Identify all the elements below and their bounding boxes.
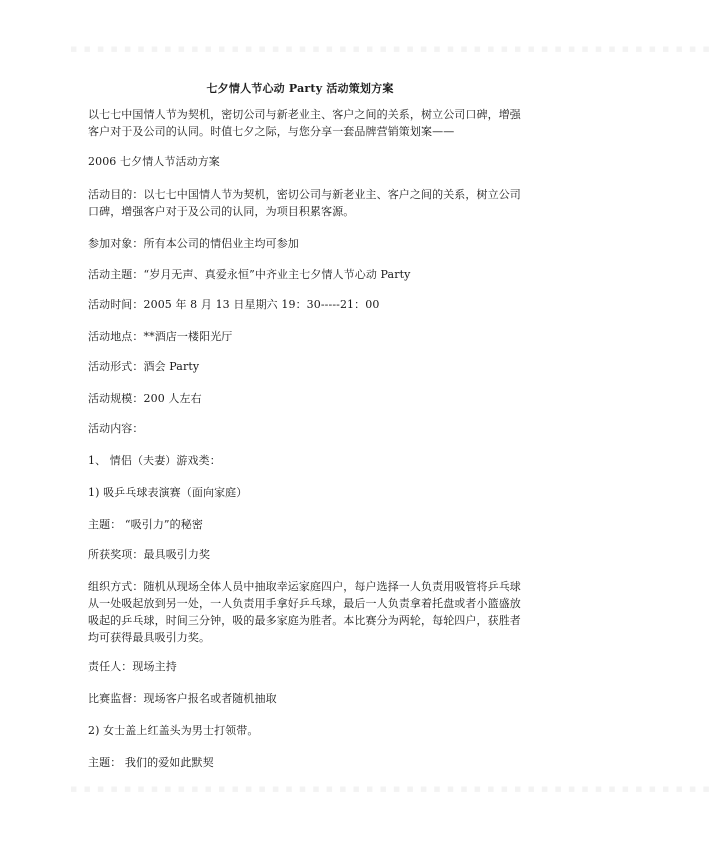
game-1-award: 所获奖项：最具吸引力奖 (88, 548, 211, 561)
participants: 参加对象：所有本公司的情侣业主均可参加 (88, 237, 299, 250)
activity-purpose: 活动目的：以七七中国情人节为契机，密切公司与新老业主、客户之间的关系，树立公司口碑，增强客户对于及公司的认同，为项目积累客源。 (88, 188, 521, 218)
section-couples-games: 1、 情侣（夫妻）游戏类： (88, 454, 221, 467)
activity-location: 活动地点：**酒店一楼阳光厅 (88, 330, 233, 343)
activity-format: 活动形式：酒会 Party (88, 360, 200, 373)
faint-header-watermark: ▪▪▪▪▪▪▪▪▪▪▪▪▪▪▪▪▪▪▪▪▪▪▪▪▪▪▪▪▪▪▪▪▪▪▪▪▪▪▪▪▪▪▪▪▪▪▪▪ (70, 42, 716, 55)
game-2-theme: 主题： 我们的爱如此默契 (88, 756, 214, 769)
game-1-organization: 组织方式：随机从现场全体人员中抽取幸运家庭四户，每户选择一人负责用吸管将乒乓球从一处吸起放到另一处，一人负责用手拿好乒乓球，最后一人负责拿着托盘或者小篮盛放吸起的乒乓球，时间三分钟，吸的最多家庭为胜者。本比赛分为两轮，每轮四户，获胜者均可获得最具吸引力奖。 (88, 580, 521, 644)
game-1-supervision: 比赛监督：现场客户报名或者随机抽取 (88, 692, 277, 705)
intro-paragraph: 以七七中国情人节为契机，密切公司与新老业主、客户之间的关系，树立公司口碑，增强客户对于及公司的认同。时值七夕之际，与您分享一套品牌营销策划案—— (88, 108, 521, 138)
plan-heading: 2006 七夕情人节活动方案 (88, 155, 220, 168)
activity-theme: 活动主题：“岁月无声、真爱永恒”中齐业主七夕情人节心动 Party (88, 268, 411, 281)
game-1-responsible: 责任人：现场主持 (88, 660, 177, 673)
game-1-theme: 主题： “吸引力”的秘密 (88, 518, 203, 531)
game-1-title: 1) 吸乒乓球表演赛（面向家庭） (88, 486, 248, 499)
activity-content-heading: 活动内容： (88, 422, 144, 435)
faint-footer-watermark: ▪▪▪▪▪▪▪▪▪▪▪▪▪▪▪▪▪▪▪▪▪▪▪▪▪▪▪▪▪▪▪▪▪▪▪▪▪▪▪▪▪▪▪▪▪▪▪▪ (70, 782, 716, 795)
activity-time: 活动时间：2005 年 8 月 13 日星期六 19：30-----21：00 (88, 298, 380, 311)
game-2-title: 2) 女士盖上红盖头为男士打领带。 (88, 724, 259, 737)
document-title: 七夕情人节心动 Party 活动策划方案 (206, 82, 394, 95)
activity-scale: 活动规模：200 人左右 (88, 392, 202, 405)
